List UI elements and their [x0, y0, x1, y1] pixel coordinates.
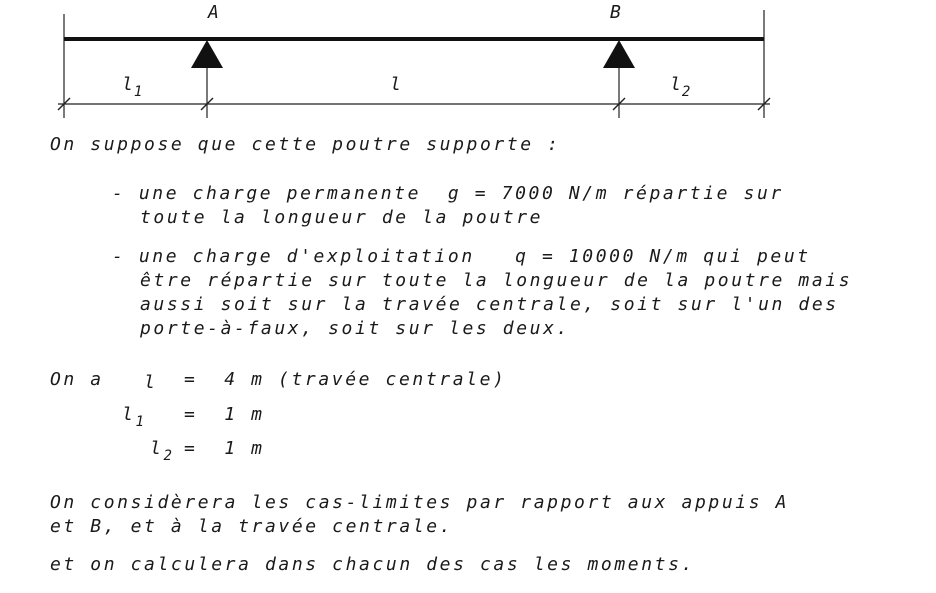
eq2-subscript: 1 [135, 414, 144, 430]
support-a-label: A [208, 2, 220, 23]
support-a-triangle [191, 40, 223, 68]
on-a-label: On a [50, 369, 104, 390]
span-left-label [122, 74, 143, 100]
span-left-subscript: 1 [133, 84, 143, 100]
span-right-label [670, 74, 691, 100]
final-text: et on calculera dans chacun des cas les moments. [50, 554, 695, 575]
intro-text: On suppose que cette poutre supporte : [50, 134, 561, 155]
eq3-rest: = 1 m [184, 438, 265, 459]
span-center-label: l [390, 74, 402, 95]
span-left-symbol: l [122, 74, 134, 95]
bullet1-line1: - une charge permanente g = 7000 N/m répartie sur [112, 183, 784, 204]
eq3-sym: l [150, 438, 164, 459]
eq3-subscript: 2 [163, 448, 172, 464]
conclusion-line2: et B, et à la travée centrale. [50, 516, 454, 537]
eq3-symbol [150, 438, 172, 464]
beam-diagram [0, 0, 936, 130]
conclusion-line1: On considèrera les cas-limites par rapport aux appuis A [50, 492, 790, 513]
span-right-symbol: l [670, 74, 682, 95]
support-b-label: B [610, 2, 622, 23]
bullet2-line4: porte-à-faux, soit sur les deux. [140, 318, 570, 339]
support-b-triangle [603, 40, 635, 68]
eq2-rest: = 1 m [184, 404, 265, 425]
eq2-sym: l [122, 404, 136, 425]
eq1-rest: = 4 m (travée centrale) [184, 369, 507, 390]
eq2-symbol [122, 404, 144, 430]
span-right-subscript: 2 [681, 84, 691, 100]
eq1-symbol: l [144, 372, 158, 393]
bullet2-line3: aussi soit sur la travée centrale, soit sur l'un des [140, 294, 839, 315]
bullet2-line1: - une charge d'exploitation q = 10000 N/m qui peut [112, 246, 811, 267]
bullet1-line2: toute la longueur de la poutre [140, 207, 544, 228]
bullet2-line2: être répartie sur toute la longueur de la poutre mais [140, 270, 853, 291]
